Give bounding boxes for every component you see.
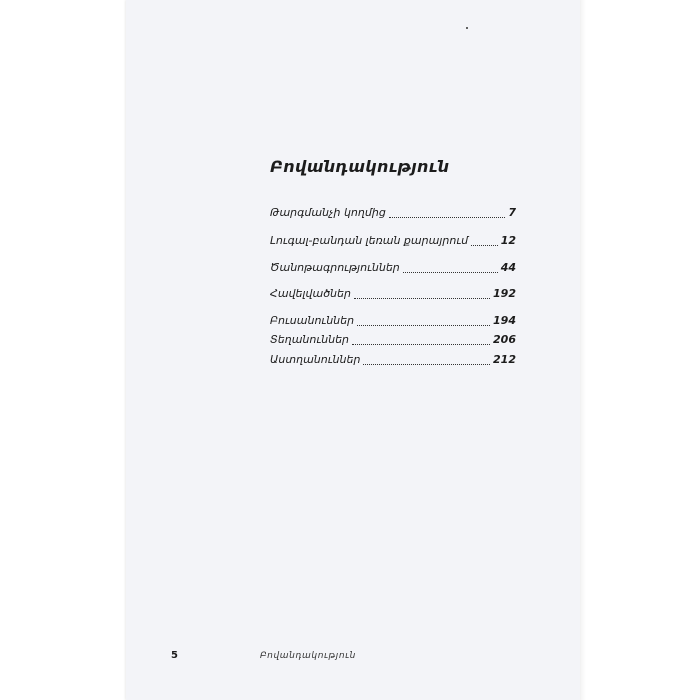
dot-leader [357, 324, 490, 326]
footer-running-title: Բովանդակություն [260, 651, 356, 661]
toc-entry-label: Բուսանուններ [270, 314, 355, 327]
toc-entry-place-names [270, 333, 516, 349]
toc-entry-plant-names [270, 314, 516, 330]
print-speck [466, 27, 468, 29]
toc-entry-page: 44 [500, 261, 516, 274]
toc-entry-appendices [270, 287, 516, 303]
toc-entry-page: 206 [493, 333, 516, 346]
dot-leader [352, 343, 490, 345]
page-title: Բովանդակություն [270, 157, 450, 176]
dot-leader [403, 271, 498, 273]
dot-leader [471, 244, 498, 246]
toc-entry-notes [270, 261, 516, 277]
toc-entry-label: Ծանոթագրություններ [270, 261, 400, 274]
footer-page-number: 5 [171, 650, 178, 661]
toc-entry-page: 212 [493, 353, 516, 366]
book-page [126, 0, 580, 700]
toc-entry-label: Հավելվածներ [270, 287, 351, 300]
toc-entry-label: Տեղանուններ [270, 333, 350, 346]
toc-entry-page: 7 [508, 206, 516, 219]
toc-entry-page: 194 [493, 314, 516, 327]
dot-leader [389, 216, 506, 218]
toc-entry-page: 12 [500, 234, 516, 247]
toc-entry-label: Թարգմանչի կողմից [270, 206, 386, 219]
toc-entry-label: Աստղանուններ [270, 353, 361, 366]
toc-entry-translator [270, 206, 516, 222]
toc-entry-lugalbanda [270, 234, 516, 250]
toc-entry-page: 192 [493, 287, 516, 300]
toc-entry-label: Լուգալ-բանդան լեռան քարայրում [270, 234, 469, 247]
dot-leader [354, 297, 490, 299]
dot-leader [363, 363, 490, 365]
toc-entry-star-names [270, 353, 516, 369]
